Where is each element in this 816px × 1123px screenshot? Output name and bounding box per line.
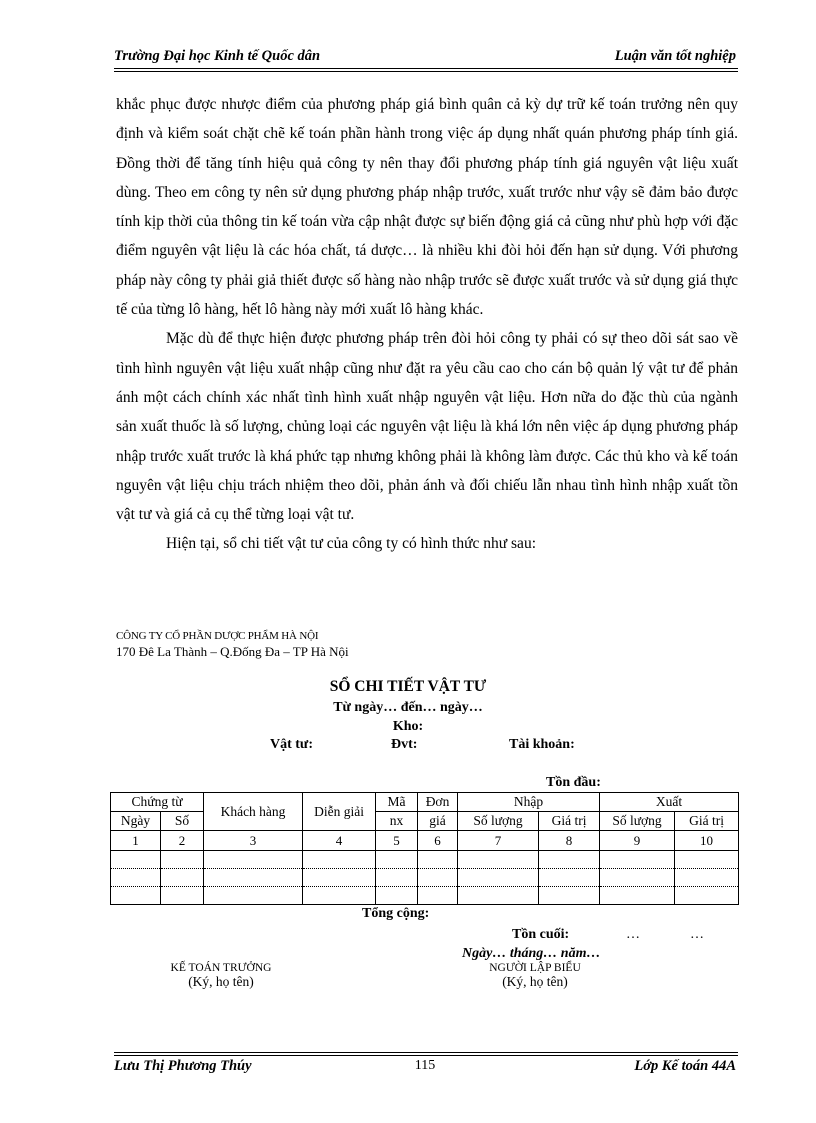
form-unit-label: Đvt: [391, 737, 418, 752]
closing-dots: … [626, 927, 640, 942]
footer-rule-thick [114, 1055, 738, 1056]
page-number: 115 [414, 1058, 436, 1073]
header-rule-thin [114, 71, 738, 72]
closing-dots: … [690, 927, 704, 942]
header-price-top: Đơn [418, 793, 458, 812]
table-row [111, 851, 739, 869]
table-header-row [111, 793, 739, 812]
header-price-bottom: giá [418, 812, 458, 831]
header-import-value: Giá trị [539, 812, 600, 831]
body-text [116, 90, 738, 559]
signature-chief-accountant [146, 962, 296, 990]
paragraph: khắc phục được nhược điểm của phương pháp giá bình quân cả kỳ dự trữ kế toán trưởng nên quy định và kiểm soát chặt chẽ kế toán phần hành trong việc áp dụng nhất quán phương pháp tính giá. Đồng thời để tăng tính hiệu quả công ty nên thay đổi phương pháp tính giá nguyên vật liệu xuất dùng. Theo em công ty nên sử dụng phương pháp nhập trước, xuất trước như vậy sẽ đảm bảo được tính kịp thời của thông tin kế toán vừa cập nhật được sự biến động giá cả cũng như phù hợp với đặc điểm nguyên vật liệu là các hóa chất, tá dược… là nhiều khi đòi hỏi đến hạn sử dụng. Với phương pháp này công ty phải giả thiết được số hàng nào nhập trước sẽ được xuất trước và sử dụng giá thực tế của từng lô hàng, hết lô hàng này mới xuất lô hàng khác. [116, 96, 738, 319]
form-warehouse: Kho: [392, 719, 424, 734]
header-code-top: Mã [376, 793, 418, 812]
header-export-value: Giá trị [675, 812, 739, 831]
form-material-label: Vật tư: [270, 737, 313, 752]
signature-preparer [460, 962, 610, 990]
form-date-line: Ngày… tháng… năm… [462, 946, 601, 961]
form-date-range: Từ ngày… đến… ngày… [333, 700, 483, 715]
header-code-bottom: nx [376, 812, 418, 831]
col-num: 9 [600, 831, 675, 851]
col-num: 1 [111, 831, 161, 851]
signature-role: KẾ TOÁN TRƯỞNG [170, 962, 272, 974]
header-voucher: Chứng từ [111, 793, 204, 812]
signature-role: NGƯỜI LẬP BIỂU [489, 962, 581, 974]
header-thesis: Luận văn tốt nghiệp [614, 48, 736, 64]
company-address: 170 Đê La Thành – Q.Đống Đa – TP Hà Nội [116, 644, 349, 659]
col-num: 4 [303, 831, 376, 851]
col-num: 6 [418, 831, 458, 851]
table-row [111, 869, 739, 887]
column-number-row [111, 831, 739, 851]
col-num: 8 [539, 831, 600, 851]
footer-rule-thin [114, 1052, 738, 1053]
form-closing-label: Tồn cuối: [512, 927, 570, 942]
header-number: Số [161, 812, 204, 831]
header-import-qty: Số lượng [458, 812, 539, 831]
form-title: SỔ CHI TIẾT VẬT TƯ [329, 678, 487, 695]
header-import: Nhập [458, 793, 600, 812]
header-export: Xuất [600, 793, 739, 812]
col-num: 3 [204, 831, 303, 851]
col-num: 5 [376, 831, 418, 851]
header-date: Ngày [111, 812, 161, 831]
ledger-table [110, 792, 739, 905]
header-rule-thick [114, 68, 738, 69]
footer-class: Lớp Kế toán 44A [634, 1058, 736, 1074]
header-export-qty: Số lượng [600, 812, 675, 831]
form-total-label: Tổng cộng: [362, 906, 430, 921]
form-account-label: Tài khoản: [509, 737, 575, 752]
col-num: 10 [675, 831, 739, 851]
col-num: 2 [161, 831, 204, 851]
paragraph: Mặc dù để thực hiện được phương pháp trên đòi hỏi công ty phải có sự theo dõi sát sao về tình hình nguyên vật liệu xuất nhập cũng như đặt ra yêu cầu cao cho cán bộ quản lý vật tư để phản ánh một cách chính xác nhất tình hình xuất nhập nguyên vật liệu. Hơn nữa do đặc thù của ngành sản xuất thuốc là số lượng, chủng loại các nguyên vật liệu là khá lớn nên việc áp dụng phương pháp nhập trước xuất trước là khá phức tạp nhưng không phải là không làm được. Các thủ kho và kế toán nguyên vật liệu chịu trách nhiệm theo dõi, phản ánh và đối chiếu lẫn nhau tình hình nhập xuất tồn vật tư và giá cả cụ thể từng loại vật tư. [116, 330, 738, 524]
header-customer: Khách hàng [204, 793, 303, 831]
table-row [111, 887, 739, 905]
page-header [114, 48, 736, 68]
paragraph: Hiện tại, sổ chi tiết vật tư của công ty có hình thức như sau: [166, 535, 536, 553]
col-num: 7 [458, 831, 539, 851]
signature-hint: (Ký, họ tên) [502, 974, 568, 989]
company-name: CÔNG TY CỔ PHẦN DƯỢC PHẨM HÀ NỘI [116, 630, 319, 642]
form-opening-label: Tồn đầu: [546, 775, 601, 790]
company-block [116, 628, 349, 660]
footer-author: Lưu Thị Phương Thúy [114, 1058, 252, 1074]
page-footer [114, 1058, 736, 1078]
header-university: Trường Đại học Kinh tế Quốc dân [114, 48, 321, 64]
header-description: Diễn giải [303, 793, 376, 831]
signature-hint: (Ký, họ tên) [188, 974, 254, 989]
